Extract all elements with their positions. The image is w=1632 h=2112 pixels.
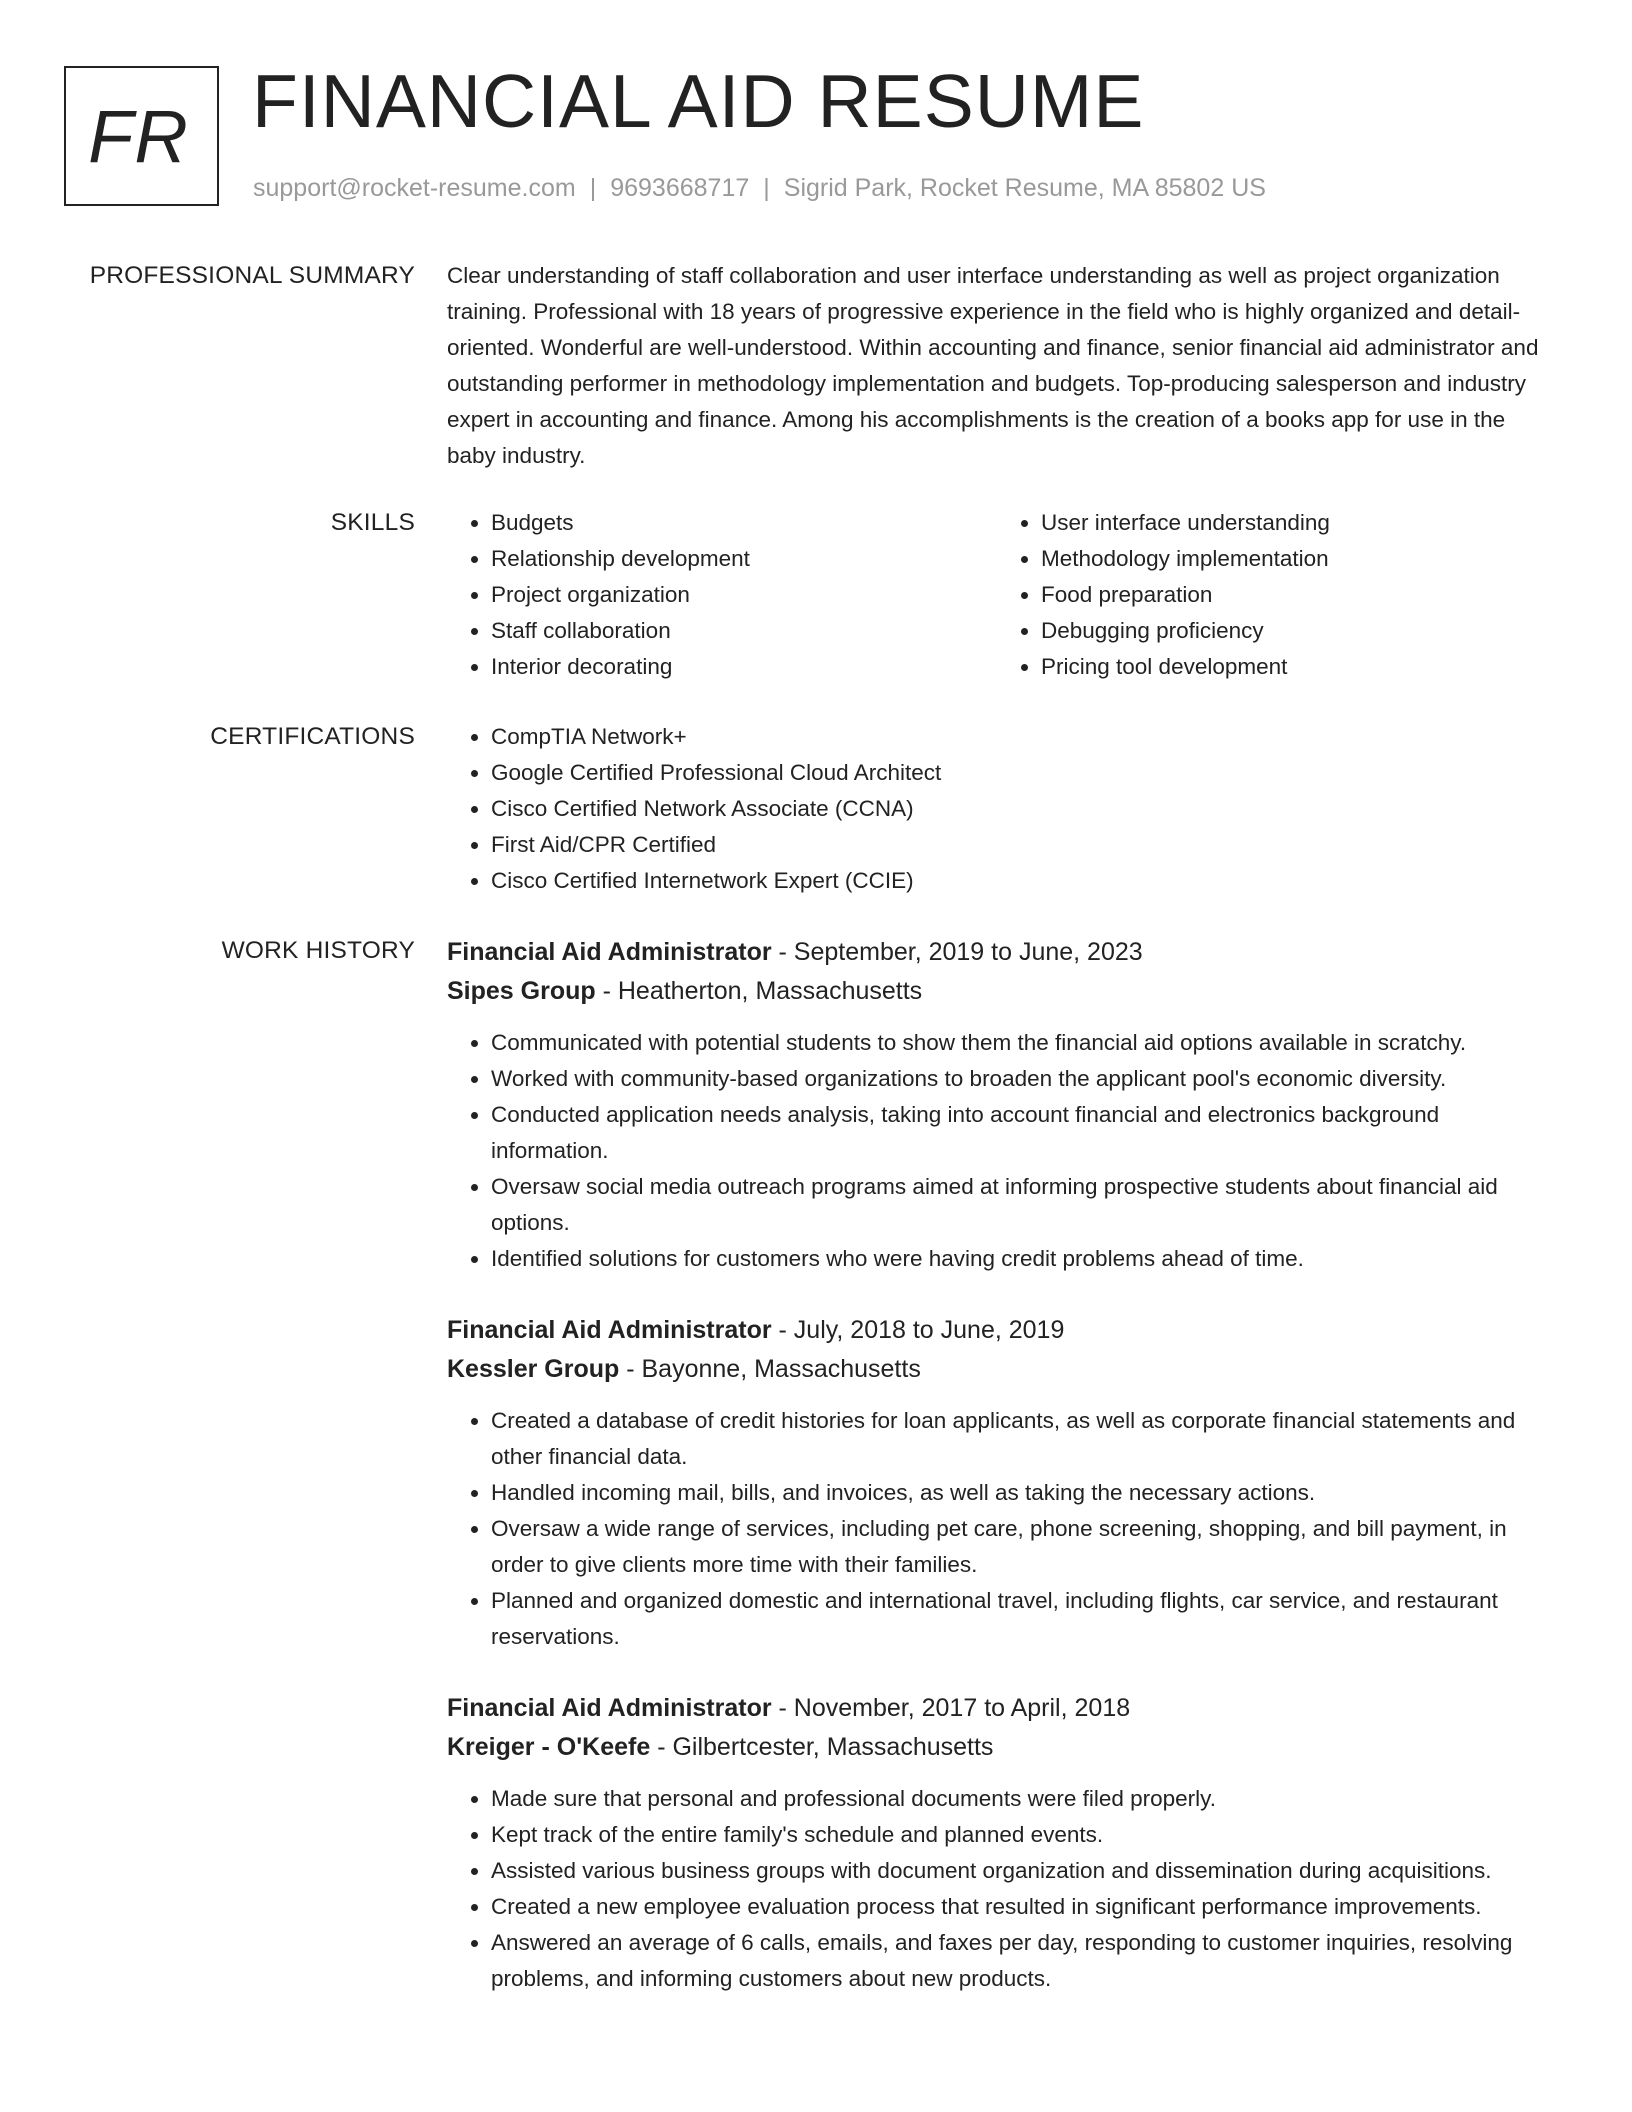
job-bullet: • Communicated with potential students to show them the financial aid options available in scratchy. bbox=[491, 1025, 1557, 1061]
job-bullets bbox=[447, 1781, 1557, 1997]
job-dates: - November, 2017 to April, 2018 bbox=[771, 1694, 1131, 1722]
job-entry bbox=[447, 1311, 1557, 1655]
skill-item: • Project organization bbox=[491, 577, 997, 613]
job-bullet: • Created a new employee evaluation process that resulted in significant performance improvements. bbox=[491, 1889, 1557, 1925]
skills-column-left bbox=[447, 505, 997, 685]
skill-item: • Food preparation bbox=[1041, 577, 1547, 613]
job-company-line bbox=[447, 1350, 1557, 1389]
skill-item: • Interior decorating bbox=[491, 649, 997, 685]
job-bullet: • Kept track of the entire family's schedule and planned events. bbox=[491, 1817, 1557, 1853]
contact-separator: | bbox=[763, 174, 770, 202]
job-bullets bbox=[447, 1403, 1557, 1655]
job-company: Kessler Group bbox=[447, 1355, 620, 1383]
job-dates: - July, 2018 to June, 2019 bbox=[771, 1316, 1065, 1344]
job-title: Financial Aid Administrator bbox=[447, 1316, 772, 1344]
skill-item: • Debugging proficiency bbox=[1041, 613, 1547, 649]
job-location: - Heatherton, Massachusetts bbox=[595, 977, 923, 1005]
skill-item: • Relationship development bbox=[491, 541, 997, 577]
job-bullet: • Identified solutions for customers who were having credit problems ahead of time. bbox=[491, 1241, 1557, 1277]
certification-item: • Cisco Certified Internetwork Expert (CCIE) bbox=[491, 863, 1557, 899]
certification-item: • Google Certified Professional Cloud Architect bbox=[491, 755, 1557, 791]
job-bullet: • Oversaw a wide range of services, including pet care, phone screening, shopping, and bill payment, in order to give clients more time with their families. bbox=[491, 1511, 1557, 1583]
job-bullet: • Made sure that personal and professional documents were filed properly. bbox=[491, 1781, 1557, 1817]
job-company-line bbox=[447, 1728, 1557, 1767]
resume-title: FINANCIAL AID RESUME bbox=[252, 59, 1145, 143]
job-title-line bbox=[447, 1689, 1557, 1728]
job-bullet: • Assisted various business groups with document organization and dissemination during acquisitions. bbox=[491, 1853, 1557, 1889]
job-bullet: • Handled incoming mail, bills, and invoices, as well as taking the necessary actions. bbox=[491, 1475, 1557, 1511]
job-location: - Gilbertcester, Massachusetts bbox=[650, 1733, 994, 1761]
contact-line bbox=[253, 174, 1266, 203]
summary-heading: PROFESSIONAL SUMMARY bbox=[89, 262, 415, 289]
job-company: Kreiger - O'Keefe bbox=[447, 1733, 651, 1761]
job-bullet: • Worked with community-based organizations to broaden the applicant pool's economic diversity. bbox=[491, 1061, 1557, 1097]
summary-text: Clear understanding of staff collaboration and user interface understanding as well as project organization training. Professional with 18 years of progressive experience in the field who is highly organized and detail-oriented. Wonderful are well-understood. Within accounting and finance, senior financial aid administrator and outstanding performer in methodology implementation and budgets. Top-producing salesperson and industry expert in accounting and finance. Among his accomplishments is the creation of a books app for use in the baby industry. bbox=[447, 263, 1539, 468]
work-history-heading: WORK HISTORY bbox=[221, 937, 415, 964]
skills-column-right bbox=[997, 505, 1547, 685]
job-bullet: • Conducted application needs analysis, taking into account financial and electronics background information. bbox=[491, 1097, 1557, 1169]
certification-item: • Cisco Certified Network Associate (CCNA) bbox=[491, 791, 1557, 827]
job-dates: - September, 2019 to June, 2023 bbox=[771, 938, 1143, 966]
job-title: Financial Aid Administrator bbox=[447, 938, 772, 966]
job-bullet: • Planned and organized domestic and international travel, including flights, car service, and restaurant reservations. bbox=[491, 1583, 1557, 1655]
monogram-logo: FR bbox=[64, 66, 219, 206]
job-bullet: • Oversaw social media outreach programs aimed at informing prospective students about financial aid options. bbox=[491, 1169, 1557, 1241]
job-location: - Bayonne, Massachusetts bbox=[619, 1355, 921, 1383]
contact-email: support@rocket-resume.com bbox=[253, 174, 576, 202]
job-company: Sipes Group bbox=[447, 977, 596, 1005]
certifications-heading: CERTIFICATIONS bbox=[210, 723, 415, 750]
job-bullet: • Answered an average of 6 calls, emails, and faxes per day, responding to customer inquiries, resolving problems, and informing customers about new products. bbox=[491, 1925, 1557, 1997]
certification-item: • First Aid/CPR Certified bbox=[491, 827, 1557, 863]
certification-item: • CompTIA Network+ bbox=[491, 719, 1557, 755]
skill-item: • Pricing tool development bbox=[1041, 649, 1547, 685]
job-title-line bbox=[447, 933, 1557, 972]
job-bullet: • Created a database of credit histories for loan applicants, as well as corporate financial statements and other financial data. bbox=[491, 1403, 1557, 1475]
skill-item: • Budgets bbox=[491, 505, 997, 541]
job-company-line bbox=[447, 972, 1557, 1011]
job-entry bbox=[447, 933, 1557, 1277]
certifications-list bbox=[447, 719, 1557, 899]
job-title: Financial Aid Administrator bbox=[447, 1694, 772, 1722]
job-bullets bbox=[447, 1025, 1557, 1277]
job-title-line bbox=[447, 1311, 1557, 1350]
contact-separator: | bbox=[589, 174, 597, 202]
contact-address: Sigrid Park, Rocket Resume, MA 85802 US bbox=[783, 174, 1266, 202]
skills-heading: SKILLS bbox=[330, 509, 415, 536]
skill-item: • Staff collaboration bbox=[491, 613, 997, 649]
job-entry bbox=[447, 1689, 1557, 1997]
skill-item: • Methodology implementation bbox=[1041, 541, 1547, 577]
skill-item: • User interface understanding bbox=[1041, 505, 1547, 541]
contact-phone: 9693668717 bbox=[610, 174, 750, 202]
